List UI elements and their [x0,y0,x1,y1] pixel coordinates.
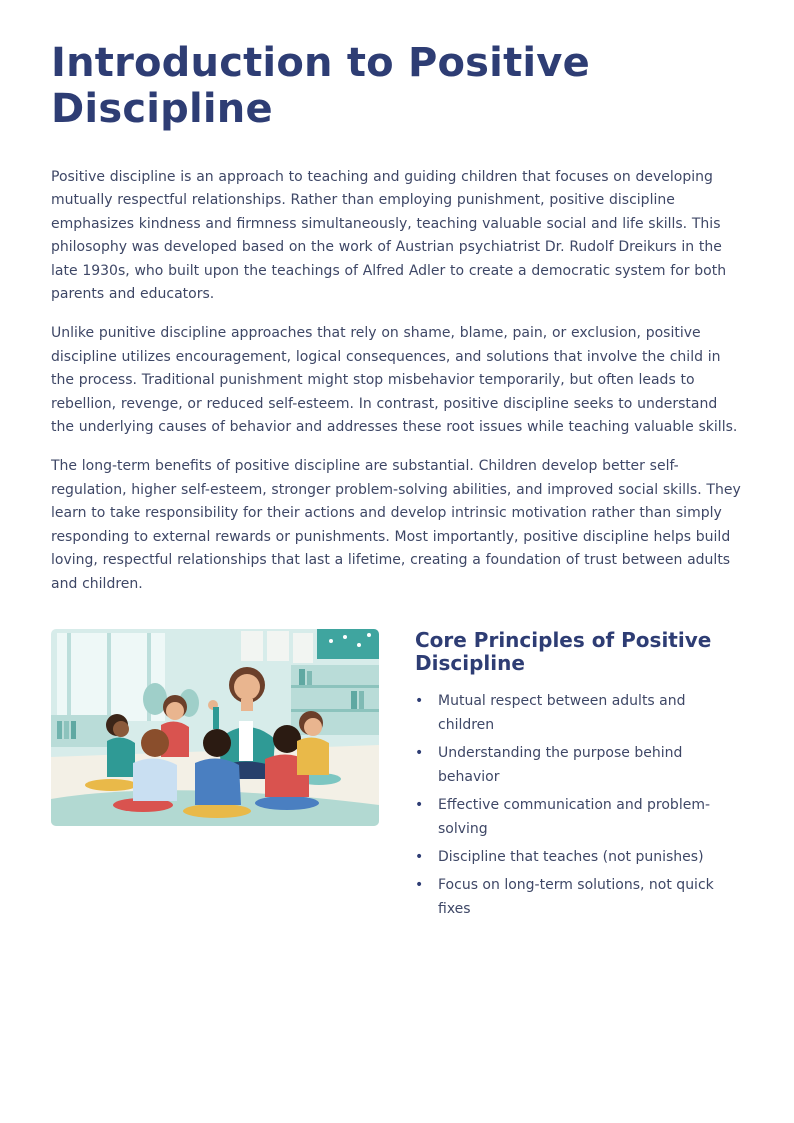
intro-paragraph-2: Unlike punitive discipline approaches that rely on shame, blame, pain, or exclusion, positive discipline utilizes encouragement, logical consequences, and solutions that involve the child in the process. Traditional punishment might stop misbehavior temporarily, but often leads to rebellion, revenge, or reduced self-esteem. In contrast, positive discipline seeks to understand the underlying causes of behavior and addresses these root issues while teaching valuable skills. [51,325,738,436]
list-item [415,689,743,737]
list-item-text: Understanding the purpose behind behavior [438,744,683,785]
principles-section [51,629,743,925]
bullet-icon: • [415,848,424,865]
list-item [415,845,743,869]
bullet-icon: • [415,744,424,761]
bullet-icon: • [415,876,424,893]
document-page [51,40,743,925]
bullet-icon: • [415,692,424,709]
core-principles [415,629,743,925]
list-item [415,873,743,921]
principles-heading: Core Principles of Positive Discipline [415,627,712,675]
intro-paragraph-1: Positive discipline is an approach to teaching and guiding children that focuses on developing mutually respectful relationships. Rather than employing punishment, positive discipline emphasizes kindness and firmness simultaneously, teaching valuable social and life skills. This philosophy was developed based on the work of Austrian psychiatrist Dr. Rudolf Dreikurs in the late 1930s, who built upon the teachings of Alfred Adler to create a democratic system for both parents and educators. [51,169,727,303]
intro-paragraph-3: The long-term benefits of positive discipline are substantial. Children develop better self-regulation, higher self-esteem, stronger problem-solving abilities, and improved social skills. They learn to take responsibility for their actions and develop intrinsic motivation rather than simply responding to external rewards or punishments. Most importantly, positive discipline helps build loving, respectful relationships that last a lifetime, creating a foundation of trust between adults and children. [51,458,741,592]
list-item [415,793,743,841]
list-item-text: Focus on long-term solutions, not quick fixes [438,876,714,917]
bullet-icon: • [415,796,424,813]
list-item-text: Effective communication and problem-solving [438,796,711,837]
page-title: Introduction to Positive Discipline [51,40,590,132]
list-item-text: Discipline that teaches (not punishes) [438,848,704,865]
list-item [415,741,743,789]
classroom-circle-illustration [51,629,379,826]
principles-list [415,689,743,921]
list-item-text: Mutual respect between adults and children [438,692,686,733]
